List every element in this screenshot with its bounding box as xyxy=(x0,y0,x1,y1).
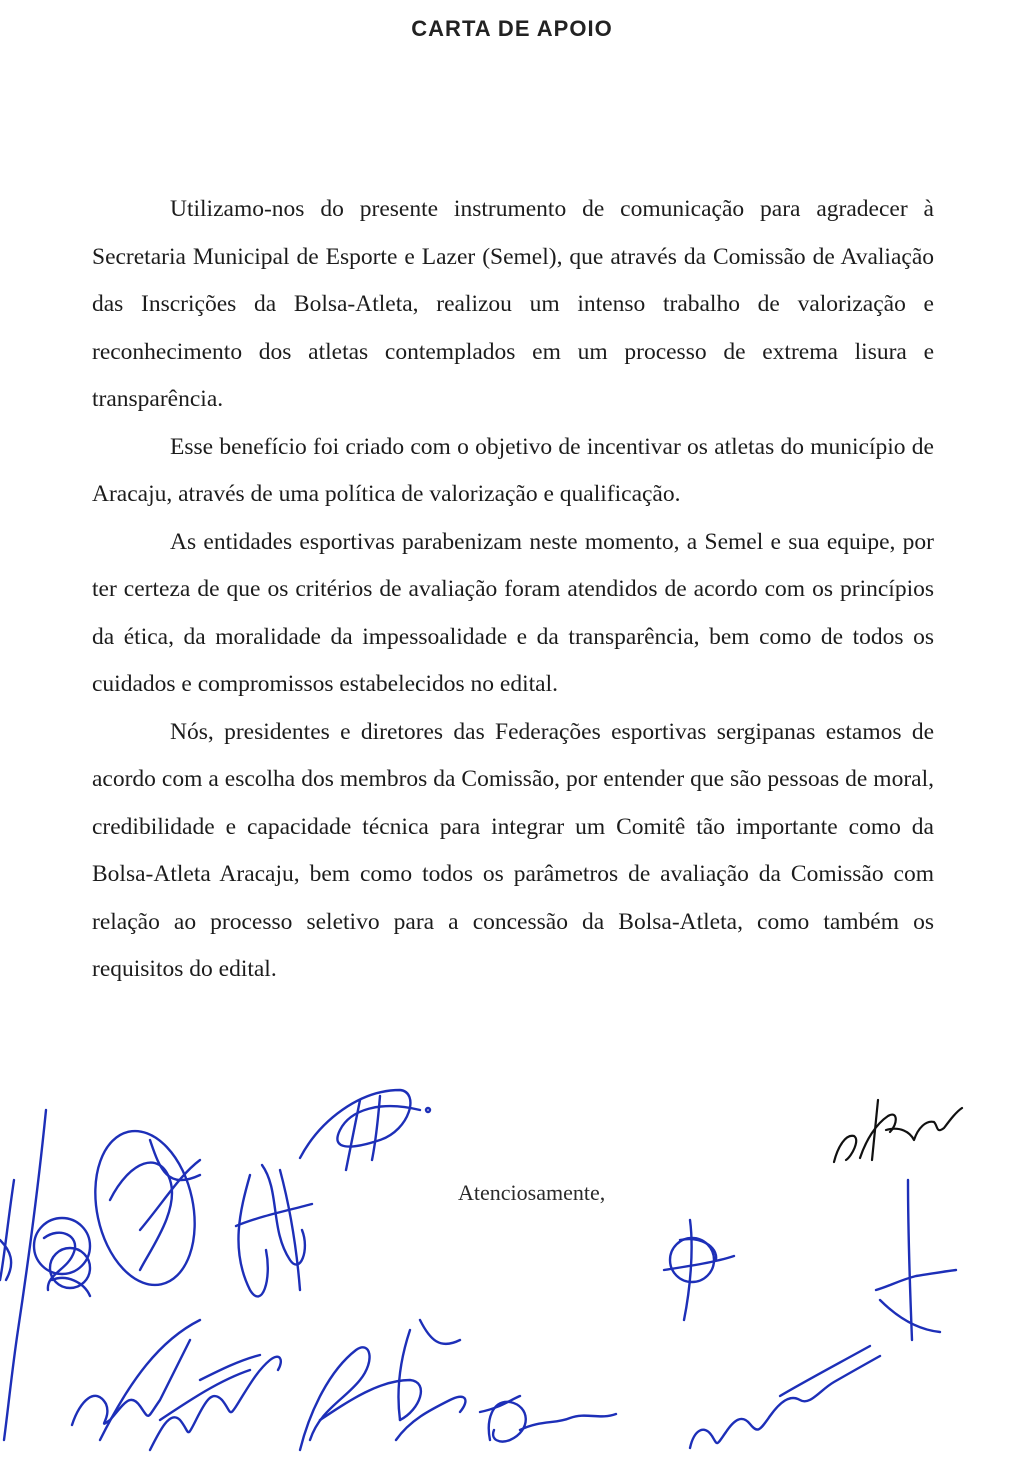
document-title: CARTA DE APOIO xyxy=(411,16,613,41)
signature-1 xyxy=(0,1110,46,1440)
paragraph-2: Esse benefício foi criado com o objetivo de incentivar os atletas do município de Aracaju, através de uma política de valorização e qualificação. xyxy=(92,433,934,507)
signature-4 xyxy=(236,1165,312,1296)
signature-8 xyxy=(300,1320,465,1450)
signature-12 xyxy=(690,1346,880,1448)
signature-6 xyxy=(72,1320,250,1440)
letter-body xyxy=(92,186,934,994)
signature-9 xyxy=(480,1396,616,1442)
signature-3 xyxy=(82,1122,208,1295)
signature-13 xyxy=(834,1100,962,1162)
signature-7 xyxy=(150,1355,281,1450)
paragraph-4: Nós, presidentes e diretores das Federações esportivas sergipanas estamos de acordo com a escolha dos membros da Comissão, por entender que são pessoas de moral, credibilidade e capacidade técnica para integrar um Comitê tão importante como da Bolsa-Atleta Aracaju, bem como todos os parâmetros de avaliação da Comissão com relação ao processo seletivo para a concessão da Bolsa-Atleta, como também os requisitos do edital. xyxy=(92,718,934,982)
closing-salutation: Atenciosamente, xyxy=(458,1180,606,1205)
paragraph-3: As entidades esportivas parabenizam neste momento, a Semel e sua equipe, por ter certeza de que os critérios de avaliação foram atendidos de acordo com os princípios da ética, da moralidade da impessoalidade e da transparência, bem como de todos os cuidados e compromissos estabelecidos no edital. xyxy=(92,528,934,697)
signature-11 xyxy=(876,1180,956,1340)
paragraph-1: Utilizamo-nos do presente instrumento de comunicação para agradecer à Secretaria Municipal de Esporte e Lazer (Semel), que através da Comissão de Avaliação das Inscrições da Bolsa-Atleta, realizou um intenso trabalho de valorização e reconhecimento dos atletas contemplados em um processo de extrema lisura e transparência. xyxy=(92,196,934,412)
signature-2 xyxy=(34,1218,90,1296)
signature-5 xyxy=(300,1090,430,1170)
signature-10 xyxy=(664,1220,734,1320)
